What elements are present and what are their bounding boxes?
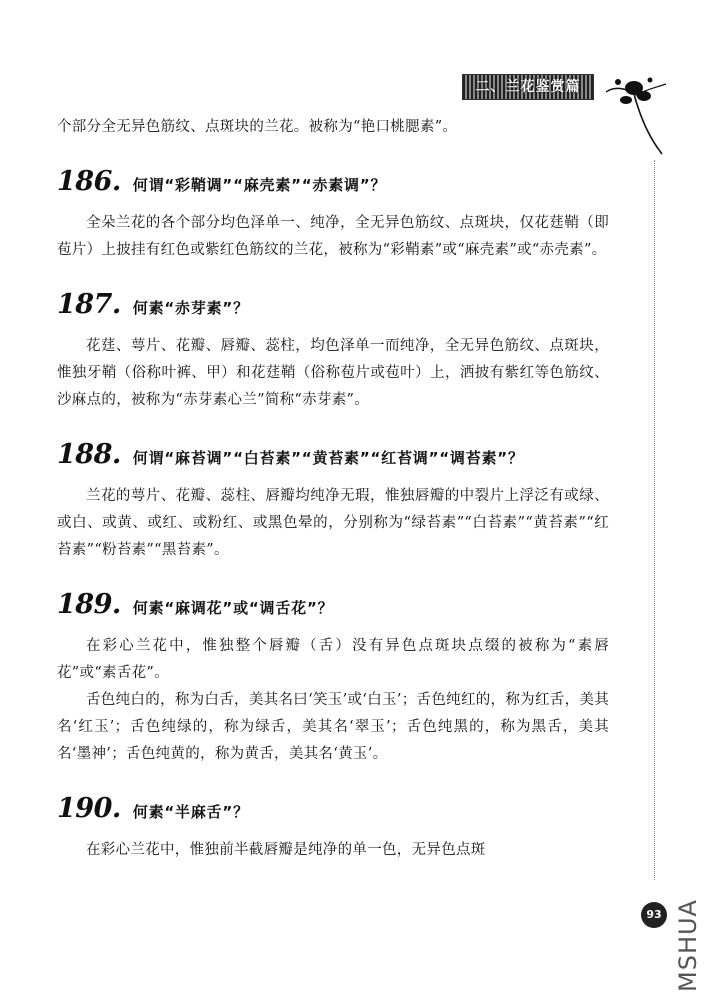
section-190: [57, 794, 609, 864]
question-title: 何谓“麻苔调”“白苔素”“黄苔素”“红苔调”“调苔素”？: [132, 449, 524, 467]
watermark: [672, 884, 702, 994]
question-number: 190.: [57, 793, 121, 824]
question-heading: [57, 440, 609, 473]
section-187: [57, 290, 609, 414]
question-number: 189.: [57, 589, 121, 620]
question-title: 何素“半麻舌”？: [132, 803, 249, 821]
intro-paragraph: 个部分全无异色筋纹、点斑块的兰花。被称为“艳口桃腮素”。: [57, 119, 458, 135]
answer-paragraph: 在彩心兰花中，惟独整个唇瓣（舌）没有异色点斑块点缀的被称为“素唇花”或“素舌花”。: [57, 638, 609, 681]
orchid-icon: [604, 66, 668, 156]
chapter-header-label: 二、兰花鉴赏篇: [475, 79, 581, 95]
answer-paragraph: 兰花的萼片、花瓣、蕊柱、唇瓣均纯净无瑕，惟独唇瓣的中裂片上浮泛有或绿、或白、或黄、或红、或粉红、或黑色晕的，分别称为“绿苔素”“白苔素”“黄苔素”“红苔素”“粉苔素”“黑苔素”。: [57, 488, 609, 558]
question-number: 186.: [57, 166, 121, 197]
question-heading: [57, 167, 609, 200]
answer-paragraph: 舌色纯白的，称为白舌，美其名曰‘笑玉’或‘白玉’；舌色纯红的，称为红舌，美其名‘红玉’；舌色纯绿的，称为绿舌，美其名‘翠玉’；舌色纯黑的，称为黑舌，美其名‘墨神’；舌色纯黄的，称为黄舌，美其名‘黄玉’。: [57, 692, 609, 762]
question-heading: [57, 590, 609, 623]
question-number: 188.: [57, 439, 121, 470]
question-heading: [57, 290, 609, 323]
watermark-text: MSHUA: [674, 899, 702, 992]
margin-dotted-line: [654, 160, 655, 880]
question-title: 何素“赤芽素”？: [132, 299, 249, 317]
question-title: 何素“麻调花”或“调舌花”？: [132, 599, 334, 617]
page-body: [57, 114, 609, 864]
question-title: 何谓“彩鞘调”“麻壳素”“赤素调”？: [132, 176, 387, 194]
page-number: 93: [641, 902, 667, 928]
question-heading: [57, 794, 609, 827]
question-number: 187.: [57, 289, 121, 320]
answer-paragraph: 全朵兰花的各个部分均色泽单一、纯净，全无异色筋纹、点斑块，仅花莛鞘（即苞片）上披挂有红色或紫红色筋纹的兰花，被称为“彩鞘素”或“麻壳素”或“赤壳素”。: [57, 215, 609, 258]
answer-paragraph: 在彩心兰花中，惟独前半截唇瓣是纯净的单一色，无异色点斑: [86, 842, 486, 858]
chapter-header-tab: [462, 74, 594, 100]
section-186: [57, 167, 609, 264]
section-189: [57, 590, 609, 768]
section-188: [57, 440, 609, 564]
answer-paragraph: 花莛、萼片、花瓣、唇瓣、蕊柱，均色泽单一而纯净，全无异色筋纹、点斑块，惟独牙鞘（俗称叶裤、甲）和花莛鞘（俗称苞片或苞叶）上，洒披有紫红等色筋纹、沙麻点的，被称为“赤芽素心兰”简称“赤芽素”。: [57, 338, 609, 408]
